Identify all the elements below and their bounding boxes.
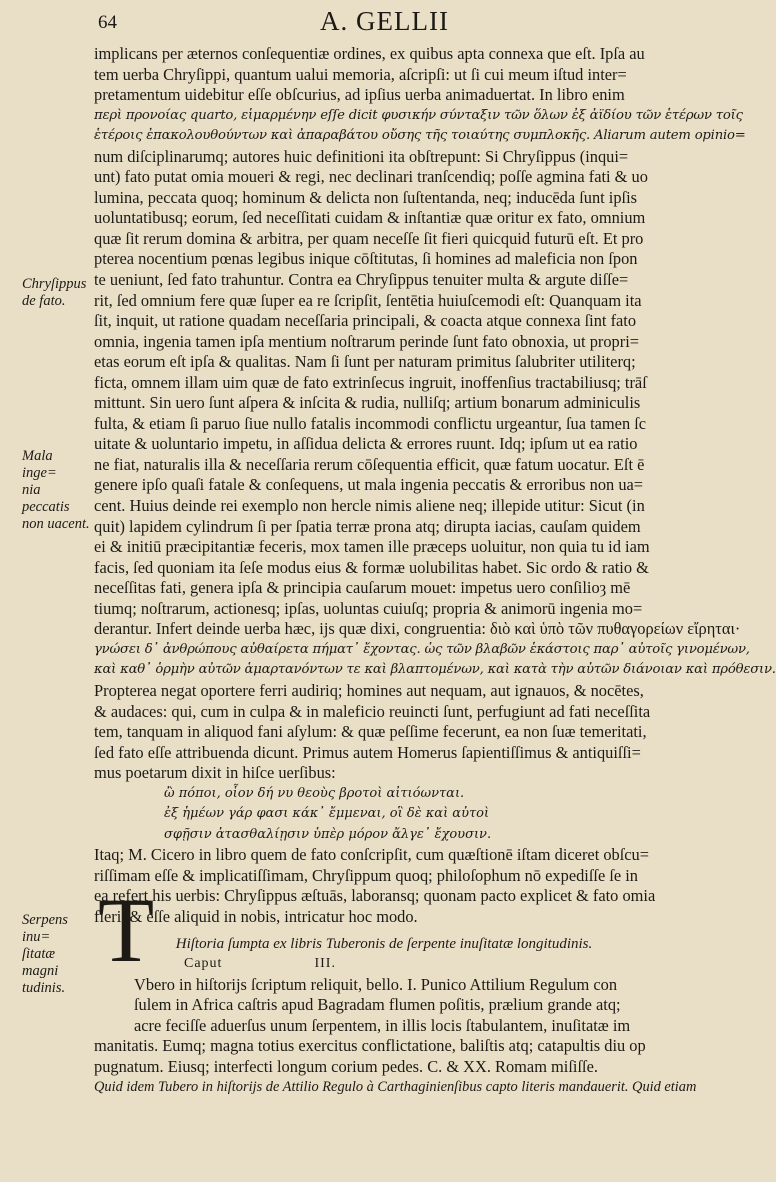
text-line: derantur. Infert deinde uerba hæc, ijs quæ dixi, congruentia: διὸ καὶ ὑπὸ τῶν πυθαγορείων εἴρηται· [94,619,741,639]
drop-cap: T [98,879,155,981]
text-line: pugnatum. Eiusq; interfecti longum corium pedes. C. & XX. Romam miſiſſe. [94,1056,598,1076]
text-line: Itaq; M. Cicero in libro quem de fato conſcripſit, cum quæſtionē iſtam diceret obſcu= [94,845,650,865]
caput-number: III. [314,956,336,972]
text-line: ei & initiū præcipitantiæ feceris, mox tamen ille præceps uoluitur, non quia tu id iam [94,537,650,557]
text-line: ſit, inquit, ut ratione quadam neceſſaria principali, & coacta atque connexa ſint fato [94,311,637,331]
chapter-heading: Hiſtoria ſumpta ex libris Tuberonis de ſerpente inuſitatæ longitudinis. [175,935,593,952]
greek-line: ἑτέροις ἐπακολουθούντων καὶ ἀπαραβάτου οὔσης τῆς τοιαύτης συμπλοκῆς. Aliarum autem opinio= [94,128,746,144]
caput-label-line [94,954,674,975]
text-line: quæ ſit rerum domina & arbitra, per quam neceſſe ſit fieri quicquid futurū eſt. Et pro [94,228,644,248]
text-line: genere ipſo quaſi fatale & conſequens, ut mala ingenia peccatis & erroribus non ua= [94,475,644,495]
greek-line: περὶ προνοίας quarto, εἱμαρμένην eſſe dicit φυσικήν σύνταξιν τῶν ὅλων ἐξ ἀϊδίου τῶν ἑτέρων τοῖς [94,107,743,123]
text-line: ſed fato eſſe attribuenda dicunt. Primus autem Homerus ſapientiſſimus & antiquiſſi= [94,742,641,762]
text-line: tem, tanquam in aliquod fani aſylum: & quæ peſſime fecerunt, ea non ſuæ temeritati, [94,722,647,742]
text-line: lumina, peccata quoq; hominum & delicta non ſuſtentanda, neq; inducēda ſunt ipſis [94,187,638,207]
text-line: tem uerba Chryſippi, quantum ualui memoria, aſcripſi: ut ſi cui meum iſtud inter= [94,64,627,84]
main-text [94,44,776,1098]
text-line: manitatis. Eumq; magna totius exercitus conflictatione, baliſtis atq; catapultis diu op [94,1036,646,1056]
text-line: fieri, & eſſe aliquid in nobis, intricatur hoc modo. [94,906,418,926]
text-line: implicans per æternos conſequentiæ ordines, ex quibus apta connexa que eſt. Ipſa au [94,44,645,63]
caput-label: Caput [184,956,223,972]
text-line: etas eorum eſt ipſa & qualitas. Nam ſi ſunt per naturam primitus ſalubriter utiliterq; [94,352,636,372]
text-line: mittunt. Sin uero ſunt aſpera & inſcita & rudia, nulliſq; artium bonarum adminiculis [94,393,641,413]
text-line: pterea nocentium pœnas legibus inique cōſtitutas, ſi homines ad maleficia non ſpon [94,249,638,269]
text-line: riſſimam eſſe & implicatiſſimam, Chryſippum quoq; philoſophum nō expediſſe ſe in [94,865,639,885]
text-line: Propterea negat oportere ferri audiriq; homines aut nequam, aut ignauos, & nocētes, [94,680,644,700]
margin-note-mala-ingenia: Mala inge= nia peccatis non uacent. [22,448,90,532]
next-chapter-heading: Quid idem Tubero in hiſtorijs de Attilio Regulo à Carthaginienſibus capto literis mandauerit. Quid etiam [94,1079,697,1096]
text-line: ficta, omnem illam uim quæ de fato extrinſecus ingruit, inoffenſius tractabiliusq; trāſ [94,372,647,392]
text-line: Vbero in hiſtorijs ſcriptum reliquit, bello. I. Punico Attilium Regulum con [134,974,618,994]
text-line: & audaces: qui, cum in culpa & in maleficio reuincti ſunt, perfugiunt ad fati neceſſita [94,701,651,721]
text-line: cent. Huius deinde rei exemplo non hercle nimis aliene neq; illepide utitur: Sicut (in [94,496,645,516]
text-line: acre feciſſe aduerſus unum ſerpentem, in illis locis ſtabulantem, inuſitatæ im [134,1015,631,1035]
greek-line: γνώσει δ᾽ ἀνθρώπους αὐθαίρετα πήματ᾽ ἔχοντας. ὡς τῶν βλαβῶν ἑκάστοις παρ᾽ αὐτοῖς γινομένων, [94,641,750,657]
text-line: ea refert his uerbis: Chryſippus æſtuās, laboransq; quonam pacto explicet & fato omia [94,886,656,906]
page-number: 64 [98,12,117,33]
margin-note-chrysippus: Chryſippus de fato. [22,276,87,309]
greek-verse: ὢ πόποι, οἷον δή νυ θεοὺς βροτοὶ αἰτιόωνται. [164,785,465,801]
text-line: rit, ſed omnium fere quæ ſuper ea re ſcripſit, ſentētia huiuſcemodi eſt: Quanquam ita [94,290,642,310]
text-line: unt) fato putat omia moueri & regi, nec declinari tranſcendiq; poſſe agmina fati & uo [94,167,648,187]
text-line: te ueniunt, ſed fato trahuntur. Contra ea Chryſippus tenuiter multa & argute diſſe= [94,270,629,290]
text-line: mus poetarum dixit in hiſce uerſibus: [94,763,336,783]
text-line: uitate & uoluntario impetu, in aſſidua delicta & errores ruunt. Idq; ipſum ut ea ratio [94,434,638,454]
greek-line: καὶ καθ᾽ ὁρμὴν αὐτῶν ἁμαρτανόντων τε καὶ βλαπτομένων, καὶ κατὰ τὴν αὐτῶν διάνοιαν καὶ πρόθεσιν. [94,662,776,678]
text-line: pretamentum uidebitur eſſe obſcurius, ad ipſius uerba animaduertat. In libro enim [94,85,625,105]
text-line: quit) lapidem cylindrum ſi per ſpatia terræ prona atq; dirupta iacias, cauſam quidem [94,516,641,536]
text-line: uoluntatibusq; eorum, ſed neceſſitati cuidam & inſtantiæ quæ oritur ex fato, omnium [94,208,646,228]
text-line: tiumq; noſtrarum, actionesq; ipſas, uoluntas cuiuſq; propria & animorū ingenia mo= [94,598,643,618]
text-line: ſulem in Africa caſtris apud Bagradam flumen poſitis, prælium grande atq; [134,995,621,1015]
text-line: ne fiat, naturalis illa & neceſſaria rerum cōſequentia efficit, quæ fatum uocatur. Eſt ē [94,454,645,474]
greek-verse: σφῇσιν ἀτασθαλίῃσιν ὑπὲρ μόρον ἄλγε᾽ ἔχουσιν. [164,826,492,842]
text-line: num diſciplinarumq; autores huic definitioni ita obſtrepunt: Si Chryſippus (inqui= [94,146,629,166]
text-line: facis, ſed quoniam ita ſeſe modus eius & formæ uolubilitas habet. Sic ordo & ratio & [94,557,649,577]
text-line: omnia, ingenia tamen ipſa mentium noſtrarum perinde ſunt fato obnoxia, ut propri= [94,331,639,351]
greek-verse: ἐξ ἡμέων γάρ φασι κάκ᾽ ἔμμεναι, οἳ δὲ καὶ αὐτοὶ [164,806,490,822]
text-line: fulta, & etiam ſi paruo ſiue nullo fatalis incommodi conflictu urgeantur, ſua tamen ſc [94,413,647,433]
text-line: neceſſitas fati, genera ipſa & principia cauſarum mouet: impetus uero conſilioȝ mē [94,578,631,598]
running-head: A. GELLII [320,6,449,36]
margin-note-serpens: Serpens inu= ſitatæ magni tudinis. [22,912,68,996]
